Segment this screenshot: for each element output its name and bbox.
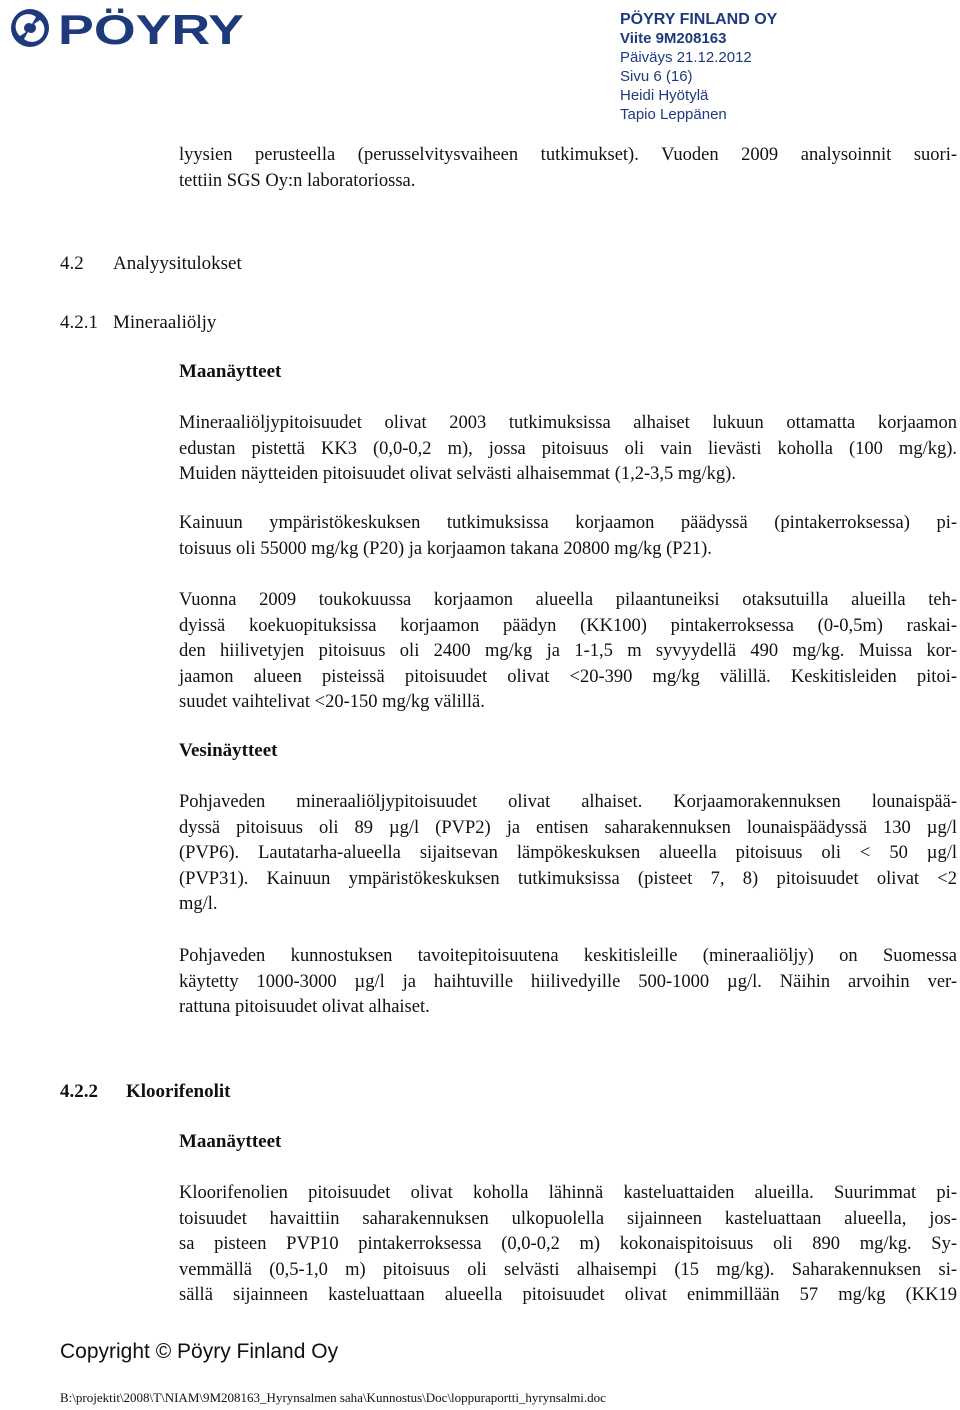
logo-mark-icon (11, 9, 49, 47)
soil-samples-heading: Maanäytteet (179, 361, 282, 382)
paragraph: Mineraaliöljypitoisuudet olivat 2003 tutkimuksissa alhaiset lukuun ottamatta korjaamon edustan pistettä KK3 (0,0-0,2 m), jossa pitoisuus oli vain lievästi koholla (100 mg/kg). Muiden näytteiden pitoisuudet olivat selvästi alhaisemmat (1,2-3,5 mg/kg). (179, 413, 957, 484)
subsection-heading: 4.2.1 Mineraaliöljy (60, 312, 217, 333)
poyry-logo (8, 6, 248, 50)
paragraph: Pohjaveden kunnostuksen tavoitepitoisuutena keskitisleille (mineraaliöljy) on Suomessa käytetty 1000-3000 µg/l ja haihtuville hiilivedyille 500-1000 µg/l. Näihin arvoihin ver- rattuna pitoisuudet olivat alhaiset. (179, 946, 957, 1017)
water-samples-heading: Vesinäytteet (179, 740, 278, 761)
page-number: Sivu 6 (16) (620, 68, 693, 85)
intro-paragraph: lyysien perusteella (perusselvitysvaiheen tutkimukset). Vuoden 2009 analysoinnit suori- tettiin SGS Oy:n laboratoriossa. (179, 145, 957, 191)
subsection-heading: 4.2.2 Kloorifenolit (60, 1081, 231, 1102)
paragraph: Kloorifenolien pitoisuudet olivat koholla lähinnä kasteluattaiden alueilla. Suurimmat pi- toisuudet havaittiin saharakennuksen ulkopuolella sijainneen kasteluattaan alueella, jos- sa pisteen PVP10 pintakerroksessa (0,0-0,2 m) kokonaispitoisuus oli 890 mg/kg. Sy- vemmällä (0,5-1,0 m) pitoisuus oli selvästi alhaisempi (15 mg/kg). Saharakennuksen si- sällä sijainneen kasteluattaan alueella pitoisuudet olivat enimmillään 57 mg/kg (KK19 (179, 1183, 957, 1305)
document-header-info (620, 10, 950, 124)
paragraph: Pohjaveden mineraaliöljypitoisuudet olivat alhaiset. Korjaamorakennuksen lounaispää- dyssä pitoisuus oli 89 µg/l (PVP2) ja entisen saharakennuksen lounaispäädyssä 130 µg/l (PVP6). Lautatarha-alueella sijaitsevan lämpökeskuksen alueella pitoisuus oli < 50 µg/l (PVP31). Kainuun ympäristökeskuksen tutkimuksissa (pisteet 7, 8) pitoisuudet olivat <2 mg/l. (179, 792, 957, 914)
paragraph: Vuonna 2009 toukokuussa korjaamon alueella pilaantuneiksi otaksutuilla alueilla teh- dyissä koekuopituksissa korjaamon päädyn (KK100) pintakerroksessa (0-0,5m) raskai- den hiilivetyjen pitoisuus oli 2400 mg/kg ja 1-1,5 m syvyydellä 490 mg/kg. Muissa kor- jaamon alueen pisteissä pitoisuudet olivat <20-390 mg/kg välillä. Keskitisleiden pitoi- suudet vaihtelivat <20-150 mg/kg välillä. (179, 590, 957, 712)
author-name: Heidi Hyötylä (620, 87, 709, 104)
soil-samples-heading: Maanäytteet (179, 1131, 282, 1152)
document-date: Päiväys 21.12.2012 (620, 49, 752, 66)
reference-number: Viite 9M208163 (620, 30, 727, 47)
author-name: Tapio Leppänen (620, 106, 727, 123)
section-heading: 4.2 Analyysitulokset (60, 253, 242, 274)
logo-wordmark: PÖYRY (58, 6, 244, 50)
copyright-notice: Copyright © Pöyry Finland Oy (60, 1340, 339, 1363)
file-path: B:\projektit\2008\T\NIAM\9M208163_Hyrynsalmen saha\Kunnostus\Doc\loppuraportti_hyrynsalmi.doc (60, 1390, 606, 1405)
company-name: PÖYRY FINLAND OY (620, 11, 778, 28)
paragraph: Kainuun ympäristökeskuksen tutkimuksissa korjaamon päädyssä (pintakerroksessa) pi- toisuus oli 55000 mg/kg (P20) ja korjaamon takana 20800 mg/kg (P21). (179, 513, 957, 559)
